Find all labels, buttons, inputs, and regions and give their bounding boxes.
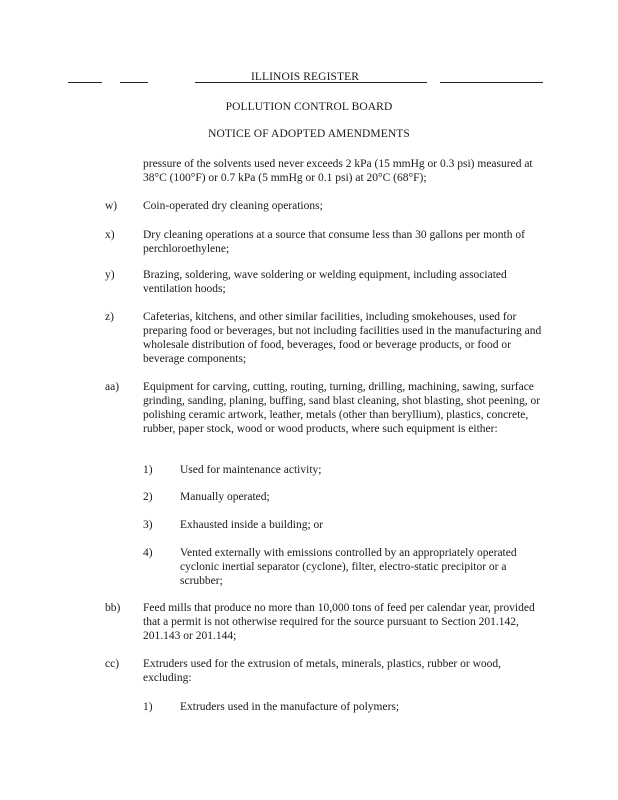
subitem-text: Extruders used in the manufacture of polymers; [180, 701, 400, 713]
item-label: x) [105, 229, 115, 241]
item-label: bb) [105, 602, 121, 614]
notice-title: NOTICE OF ADOPTED AMENDMENTS [208, 128, 410, 140]
board-title: POLLUTION CONTROL BOARD [225, 101, 393, 113]
subitem-label: 3) [143, 519, 153, 531]
item-text: Coin-operated dry cleaning operations; [143, 200, 323, 212]
item-text: Brazing, soldering, wave soldering or welding equipment, including associated ventilation hoods; [143, 269, 507, 295]
intro-paragraph: pressure of the solvents used never exceeds 2 kPa (15 mmHg or 0.3 psi) measured at 38°C (100°F) or 0.7 kPa (5 mmHg or 0.1 psi) at 20°C (68°F); [143, 158, 533, 184]
subitem-label: 1) [143, 701, 153, 713]
subitem-label: 2) [143, 491, 153, 503]
item-label: aa) [105, 381, 120, 393]
subitem-text: Manually operated; [180, 491, 270, 503]
subitem-label: 1) [143, 464, 153, 476]
item-label: w) [105, 200, 118, 212]
register-title: ILLINOIS REGISTER [250, 71, 360, 83]
item-label: y) [105, 269, 115, 281]
item-text: Feed mills that produce no more than 10,000 tons of feed per calendar year, provided that a permit is not otherwise required for the source pursuant to Section 201.142, 201.143 or 201.144; [143, 602, 535, 642]
item-text: Dry cleaning operations at a source that consume less than 30 gallons per month of perchloroethylene; [143, 229, 525, 255]
subitem-text: Used for maintenance activity; [180, 464, 322, 476]
item-text: Cafeterias, kitchens, and other similar facilities, including smokehouses, used for preparing food or beverages, but not including facilities used in the manufacturing and wholesale distribution of food, beverages, food or beverage products, or food or beverage components; [143, 311, 542, 365]
item-label: cc) [105, 658, 120, 670]
item-text: Equipment for carving, cutting, routing, turning, drilling, machining, sawing, surface grinding, sanding, planing, buffing, sand blast cleaning, shot blasting, shot peening, or polishing ceramic artwork, leather, metals (other than beryllium), plastics, concrete, rubber, paper stock, wood or wood products, where such equipment is either: [143, 381, 541, 435]
item-text: Extruders used for the extrusion of metals, minerals, plastics, rubber or wood, excluding: [143, 658, 502, 684]
subitem-label: 4) [143, 547, 153, 559]
subitem-text: Vented externally with emissions controlled by an appropriately operated cyclonic inertial separator (cyclone), filter, electro-static precipitor or a scrubber; [180, 547, 517, 587]
subitem-text: Exhausted inside a building; or [180, 519, 324, 531]
item-label: z) [105, 311, 114, 323]
